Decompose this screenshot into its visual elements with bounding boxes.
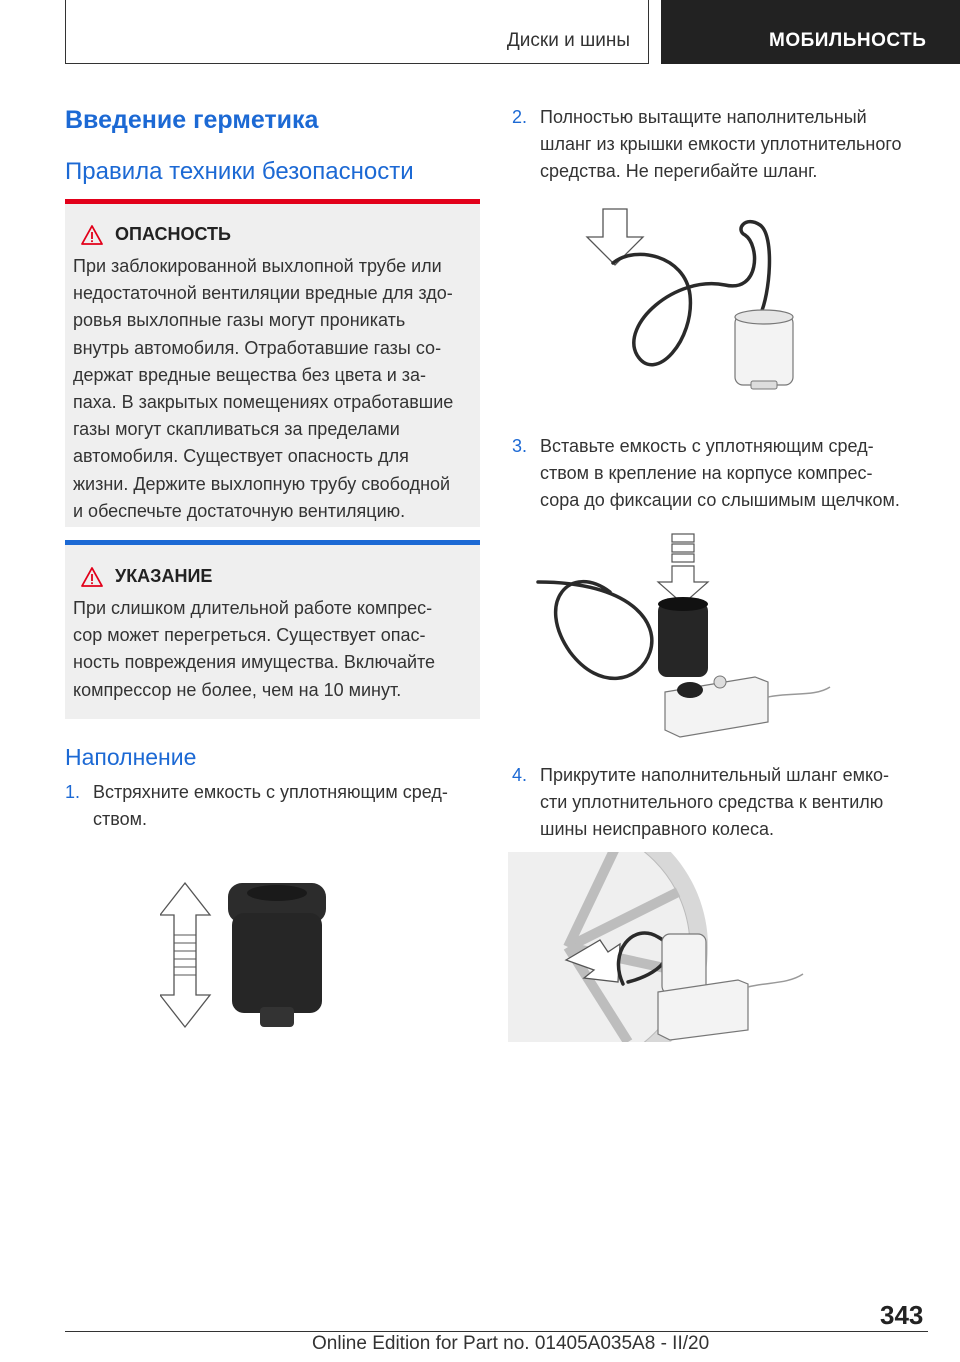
step-line: сти уплотнительного средства к вентилю	[540, 792, 884, 813]
notice-box	[65, 540, 480, 719]
step-number: 1.	[65, 782, 81, 802]
danger-line: жизни. Держите выхлопную трубу свободной	[73, 473, 451, 494]
notice-label: УКАЗАНИЕ	[115, 566, 213, 586]
step-number: 2.	[512, 107, 528, 127]
danger-box	[65, 199, 480, 527]
danger-line: автомобиля. Существует опасность для	[73, 446, 409, 467]
danger-line: газы могут скапливаться за пределами	[73, 419, 400, 440]
footer-edition: Online Edition for Part no. 01405A035A8 - II/20	[312, 1333, 710, 1354]
header-chapter-tab	[661, 0, 960, 64]
danger-line: При заблокированной выхлопной трубе или	[73, 256, 442, 276]
step-number: 3.	[512, 436, 528, 456]
notice-text	[73, 595, 470, 704]
notice-line: компрессор не более, чем на 10 минут.	[73, 679, 402, 700]
step-4	[512, 762, 942, 846]
notice-bar	[65, 540, 480, 545]
danger-bar	[65, 199, 480, 204]
danger-text	[73, 253, 470, 525]
notice-line: ность повреждения имущества. Включайте	[73, 652, 436, 673]
header-section-box	[65, 0, 649, 64]
danger-line: внутрь автомобиля. Отработавшие газы со-	[73, 337, 442, 358]
danger-line: паха. В закрытых помещениях отработавшие	[73, 392, 454, 413]
step-line: Встряхните емкость с уплотняющим сред-	[93, 782, 448, 802]
danger-label: ОПАСНОСТЬ	[115, 224, 231, 244]
header-section-title: Диски и шины	[506, 30, 630, 51]
connect-valve-illustration	[508, 852, 808, 1042]
step-2	[512, 104, 942, 188]
step-1	[65, 779, 485, 839]
notice-line: сор может перегреться. Существует опас-	[73, 625, 426, 646]
step-line: Полностью вытащите наполнительный	[540, 107, 867, 127]
section-title: Введение герметика	[65, 106, 319, 134]
filling-heading: Наполнение	[65, 744, 197, 770]
step-line: Вставьте емкость с уплотняющим сред-	[540, 436, 874, 456]
step-line: шланг из крышки емкости уплотнительного	[540, 134, 902, 155]
danger-line: ровья выхлопные газы могут проникать	[73, 310, 406, 331]
step-number: 4.	[512, 765, 528, 785]
step-line: шины неисправного колеса.	[540, 819, 775, 840]
shake-bottle-illustration	[160, 875, 335, 1035]
danger-line: недостаточной вентиляции вредные для здо-	[73, 283, 453, 304]
pull-hose-illustration	[575, 205, 805, 395]
danger-line: держат вредные вещества без цвета и за-	[73, 364, 427, 385]
header-chapter-title: МОБИЛЬНОСТЬ	[769, 30, 927, 51]
step-line: сора до фиксации со слышимым щелчком.	[540, 490, 900, 511]
warning-triangle-icon	[81, 567, 103, 587]
step-line: Прикрутите наполнительный шланг емко-	[540, 765, 890, 785]
step-line: средства. Не перегибайте шланг.	[540, 161, 818, 182]
footer-divider	[65, 1331, 928, 1332]
step-line: ством в крепление на корпусе компрес-	[540, 463, 873, 484]
step-line: ством.	[93, 809, 147, 830]
warning-triangle-icon	[81, 225, 103, 245]
danger-line: и обеспечьте достаточную вентиляцию.	[73, 500, 406, 521]
step-3	[512, 433, 942, 517]
insert-bottle-illustration	[530, 532, 840, 747]
page-number: 343	[880, 1300, 924, 1330]
section-subtitle: Правила техники безопасности	[65, 158, 414, 185]
notice-line: При слишком длительной работе компрес-	[73, 598, 433, 618]
